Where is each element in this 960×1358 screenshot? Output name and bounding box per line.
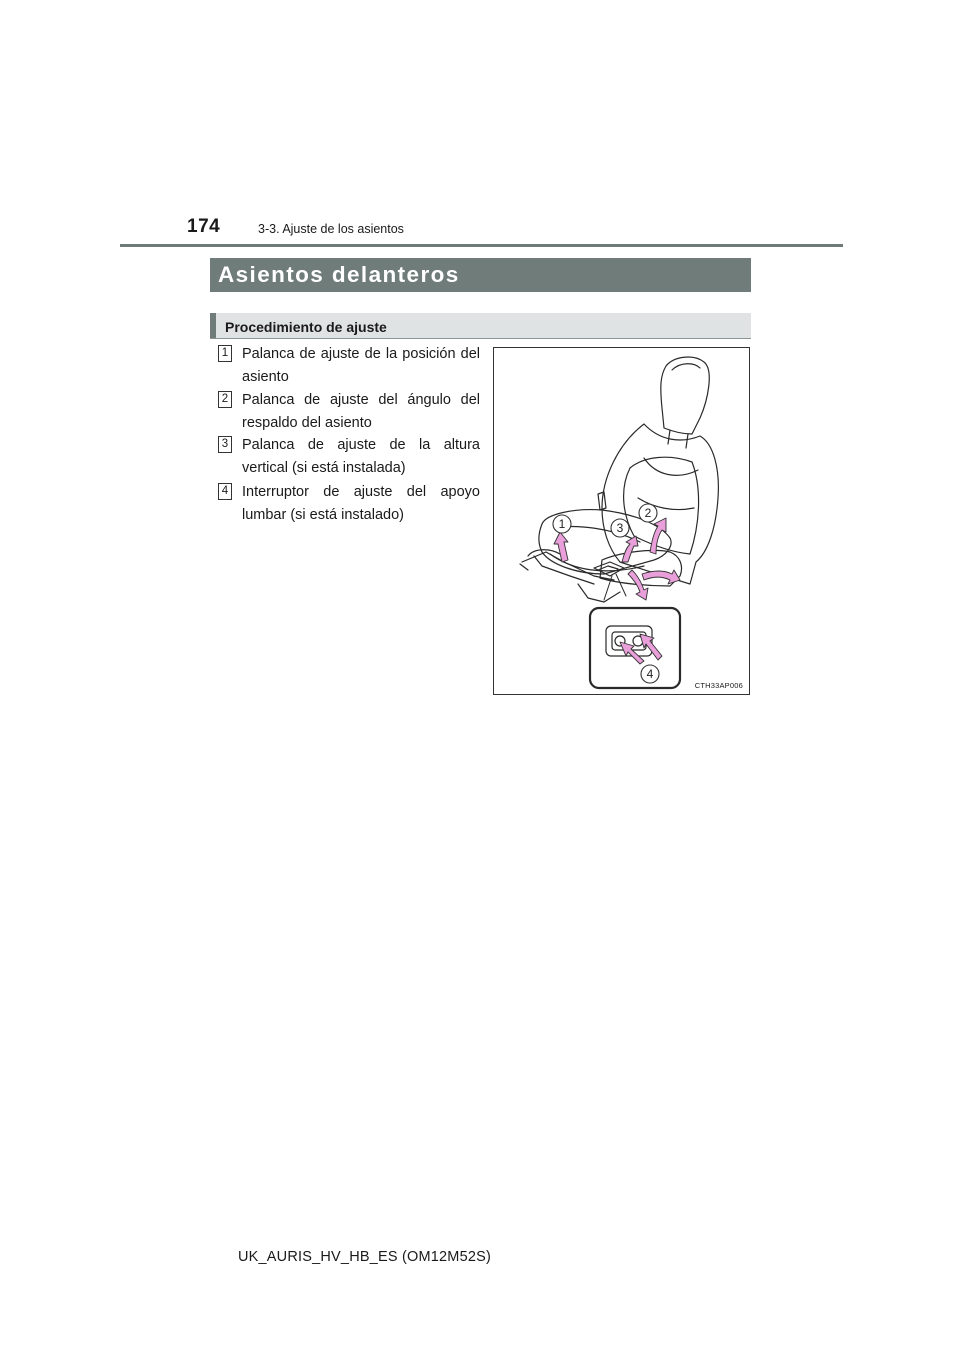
footer-document-code: UK_AURIS_HV_HB_ES (OM12M52S) bbox=[238, 1249, 491, 1265]
header-rule bbox=[120, 244, 843, 247]
callout-3-label: 3 bbox=[616, 521, 624, 535]
subheader bbox=[210, 313, 751, 339]
seatback-outline bbox=[602, 424, 718, 584]
arrow-3-icon bbox=[622, 536, 638, 562]
arrow-3c-icon bbox=[642, 570, 680, 584]
subheader-accent bbox=[210, 313, 216, 338]
page-number: 174 bbox=[187, 216, 221, 237]
callout-1-label: 1 bbox=[558, 517, 566, 531]
headrest-inner bbox=[672, 364, 700, 370]
seat-drawing bbox=[494, 348, 749, 694]
item-number-badge: 1 bbox=[218, 345, 232, 362]
section-label: 3-3. Ajuste de los asientos bbox=[258, 222, 404, 236]
section-title: Asientos delanteros bbox=[210, 258, 751, 292]
subheader-text: Procedimiento de ajuste bbox=[225, 319, 387, 335]
seatback-seam bbox=[644, 458, 698, 475]
callout-2-label: 2 bbox=[644, 506, 652, 520]
rail-foot-left bbox=[520, 564, 528, 570]
item-number-badge: 4 bbox=[218, 483, 232, 500]
callout-4-label: 4 bbox=[646, 667, 654, 681]
leader-line bbox=[604, 574, 626, 600]
figure-code: CTH33AP006 bbox=[694, 681, 743, 690]
item-text: Palanca de ajuste de la posición del asiento bbox=[242, 346, 480, 385]
item-text: Palanca de ajuste del ángulo del respaldo del asiento bbox=[242, 392, 480, 431]
rail-foot-rear bbox=[578, 584, 620, 602]
headrest-outline bbox=[661, 357, 709, 434]
seat-illustration bbox=[493, 347, 750, 695]
item-number-badge: 2 bbox=[218, 391, 232, 408]
item-text: Interruptor de ajuste del apoyo lumbar (si está instalado) bbox=[242, 484, 480, 523]
inset-frame bbox=[590, 608, 680, 688]
item-number-badge: 3 bbox=[218, 436, 232, 453]
item-text: Palanca de ajuste de la altura vertical (si está instalada) bbox=[242, 437, 480, 476]
